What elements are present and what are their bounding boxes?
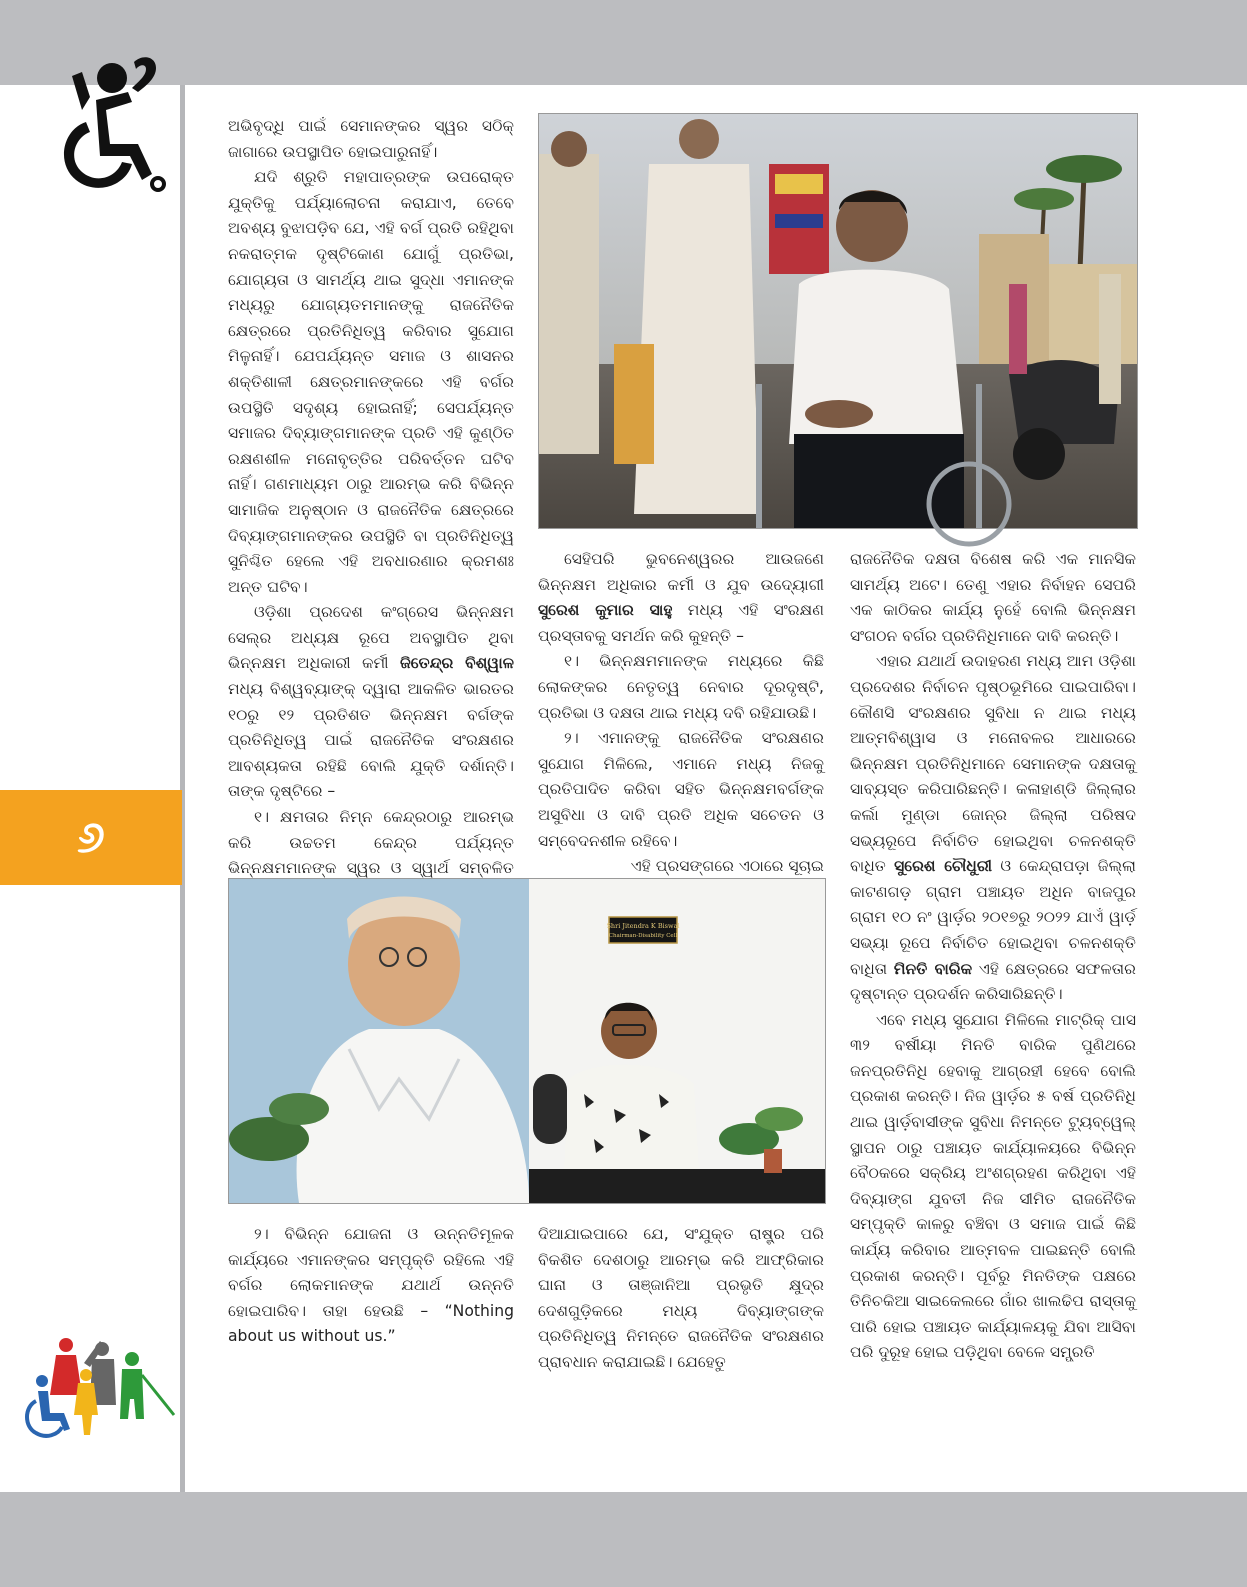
person-name: ସୁରେଶ କୁମାର ସାହୁ: [538, 601, 673, 620]
side-rule: [180, 85, 185, 1492]
nameplate-line-2: Chairman-Disability Cell: [608, 933, 678, 939]
article-column-5: [538, 1222, 824, 1371]
paragraph: [850, 649, 1136, 1007]
person-name: ମିନତି ବାରିକ: [893, 959, 973, 978]
paragraph: [538, 547, 824, 649]
paragraph: ଅଭିବୃଦ୍ଧି ପାଇଁ ସେମାନଙ୍କର ସ୍ୱର ସଠିକ୍ ଜାଗାରେ ଉପସ୍ଥାପିତ ହୋଇପାରୁନାହିଁ।: [228, 117, 514, 161]
paragraph-text: ଏହି କ୍ଷେତ୍ରରେ ସଫଳତାର ଦୃଷ୍ଟାନ୍ତ ପ୍ରଦର୍ଶନ କରିସାରିଛନ୍ତି।: [850, 959, 1136, 1004]
paragraph-text: ମଧ୍ୟ ଏହି ସଂରକ୍ଷଣ ପ୍ରସ୍ତାବକୁ ସମର୍ଥନ କରି କୁହନ୍ତି –: [538, 601, 824, 645]
paragraph: ରାଜନୈତିକ ଦକ୍ଷତା ବିଶେଷ କରି ଏକ ମାନସିକ ସାମର୍ଥ୍ୟ ଅଟେ। ତେଣୁ ଏହାର ନିର୍ବାହନ ସେପରି ଏକ କାଠିକର କାର୍ଯ୍ୟ ନୁହେଁ ବୋଲି ଭିନ୍ନକ୍ଷମ ସଂଗଠନ ବର୍ଗର ପ୍ରତିନିଧିମାନେ ଦାବି କରନ୍ତି।: [850, 550, 1136, 645]
list-item: ୨। ବିଭିନ୍ନ ଯୋଜନା ଓ ଉନ୍ନତିମୂଳକ କାର୍ଯ୍ୟରେ ଏମାନଙ୍କର ସମ୍ପୃକ୍ତି ରହିଲେ ଏହି ବର୍ଗର ଲୋକମାନଙ୍କ ଯଥାର୍ଥ ଉନ୍ନତି ହୋଇପାରିବ। ତାହା ହେଉଛି – “Nothing about us without us.”: [228, 1225, 514, 1346]
paragraph: ଏବେ ମଧ୍ୟ ସୁଯୋଗ ମିଳିଲେ ମାଟ୍ରିକ୍ ପାସ ୩୨ ବର୍ଷୀୟା ମିନତି ବାରିକ ପୁଣିଥରେ ଜନପ୍ରତିନିଧି ହେବାକୁ ଆଗ୍ରହୀ ହେବେ ବୋଲି ପ୍ରକାଶ କରନ୍ତି। ନିଜ ୱାର୍ଡ଼ର ୫ ବର୍ଷ ପ୍ରତିନିଧି ଥାଇ ୱାର୍ଡ଼ବାସୀଙ୍କ ସୁବିଧା ନିମନ୍ତେ ଟ୍ୟୁବ୍ୱେଲ୍ ସ୍ଥାପନ ଠାରୁ ପଞ୍ଚାୟତ କାର୍ଯ୍ୟାଳୟରେ ବିଭିନ୍ନ ବୈଠକରେ ସକ୍ରିୟ ଅଂଶଗ୍ରହଣ କରିଥିବା ଏହି ଦିବ୍ୟାଙ୍ଗ ଯୁବତୀ ନିଜ ସୀମିତ ରାଜନୈତିକ ସମ୍ପୃକ୍ତି କାଳରୁ ବଞ୍ଚିବା ଓ ସମାଜ ପାଇଁ କିଛି କାର୍ଯ୍ୟ କରିବାର ଆତ୍ମବଳ ପାଇଛନ୍ତି ବୋଲି ପ୍ରକାଶ କରନ୍ତି। ପୂର୍ବରୁ ମିନତିଙ୍କ ପକ୍ଷରେ ତିନିଚକିଆ ସାଇକେଲରେ ଗାଁର ଖାଲଢିପ ରାସ୍ତାକୁ ପାରି ହୋଇ ପଞ୍ଚାୟତ କାର୍ଯ୍ୟାଳୟକୁ ଯିବା ଆସିବା ପରି ଦୁରୂହ ହୋଇ ପଡ଼ିଥିବା ବେଳେ ସମ୍ପ୍ରତି: [850, 1010, 1136, 1362]
article-column-3: [850, 547, 1136, 1362]
paragraph-text: ସେହିପରି ଭୁବନେଶ୍ୱରର ଆଉଜଣେ ଭିନ୍ନକ୍ଷମ ଅଧିକାର କର୍ମୀ ଓ ଯୁବ ଉଦ୍ୟୋଗୀ: [538, 550, 824, 594]
list-item: ୧। ଭିନ୍ନକ୍ଷମମାନଙ୍କ ମଧ୍ୟରେ କିଛି ଲୋକଙ୍କର ନେତୃତ୍ୱ ନେବାର ଦୂରଦୃଷ୍ଟି, ପ୍ରତିଭା ଓ ଦକ୍ଷତା ଥାଇ ମଧ୍ୟ ଦବି ରହିଯାଉଛି।: [538, 652, 824, 722]
paragraph: [228, 600, 514, 805]
paragraph: ଏହି ପ୍ରସଙ୍ଗରେ ଏଠାରେ ସୂଚାଇ: [630, 857, 824, 876]
person-name: ଜିତେନ୍ଦ୍ର ବିଶ୍ୱାଳ: [400, 654, 514, 673]
bottom-band: [0, 1492, 1247, 1587]
office-gandhi-portrait-photo: [228, 878, 826, 1204]
paragraph-text: ଓ କେନ୍ଦ୍ରାପଡ଼ା ଜିଲ୍ଲା କାଟଣଗଡ଼ ଗ୍ରାମ ପଞ୍ଚାୟତ ଅଧିନ ବାଜପୁର ଗ୍ରାମ ୧୦ ନଂ ୱାର୍ଡ଼ର ୨୦୧୭ରୁ ୨୦୨୨ ଯାଏଁ ୱାର୍ଡ଼ ସଭ୍ୟା ରୂପେ ନିର୍ବାଚିତ ହୋଇଥିବା ଚଳନଶକ୍ତି ବାଧିତା: [850, 857, 1136, 978]
article-column-4: [228, 1222, 514, 1352]
paragraph-text: ମଧ୍ୟ ବିଶ୍ୱବ୍ୟାଙ୍କ୍ ଦ୍ୱାରା ଆକଳିତ ଭାରତର ୧୦ରୁ ୧୨ ପ୍ରତିଶତ ଭିନ୍ନକ୍ଷମ ବର୍ଗଙ୍କ ପ୍ରତିନିଧିତ୍ୱ ପାଇଁ ରାଜନୈତିକ ସଂରକ୍ଷଣର ଆବଶ୍ୟକତା ରହିଛି ବୋଲି ଯୁକ୍ତି ଦର୍ଶାନ୍ତି। ତାଙ୍କ ଦୃଷ୍ଟିରେ –: [228, 680, 514, 801]
top-band: [0, 0, 1247, 85]
list-item: ୨। ଏମାନଙ୍କୁ ରାଜନୈତିକ ସଂରକ୍ଷଣର ସୁଯୋଗ ମିଳିଲେ, ଏମାନେ ମଧ୍ୟ ନିଜକୁ ପ୍ରତିପାଦିତ କରିବା ସହିତ ଭିନ୍ନକ୍ଷମବର୍ଗଙ୍କ ଅସୁବିଧା ଓ ଦାବି ପ୍ରତି ଅଧିକ ସଚେତନ ଓ ସମ୍ବେଦନଶୀଳ ରହିବେ।: [538, 729, 824, 850]
article-column-2: [538, 547, 824, 876]
nameplate-line-1: Shri Jitendra K Biswal: [606, 922, 680, 930]
article-column-1: [228, 114, 514, 878]
wheelchair-person-icon: [42, 52, 172, 202]
paragraph-text: ଓଡ଼ିଶା ପ୍ରଦେଶ କଂଗ୍ରେସ ଭିନ୍ନକ୍ଷମ ସେଲ୍ର ଅଧ୍ୟକ୍ଷ ରୂପେ ଅବସ୍ଥାପିତ ଥିବା ଭିନ୍ନକ୍ଷମ ଅଧିକାରୀ କର୍ମୀ: [228, 603, 514, 673]
paragraph: ଦିଆଯାଇପାରେ ଯେ, ସଂଯୁକ୍ତ ରାଷ୍ଟ୍ର ପରି ବିକଶିତ ଦେଶଠାରୁ ଆରମ୍ଭ କରି ଆଫ୍ରିକାର ଘାନା ଓ ତାଞ୍ଜାନିଆ ପ୍ରଭୃତି କ୍ଷୁଦ୍ର ଦେଶଗୁଡ଼ିକରେ ମଧ୍ୟ ଦିବ୍ୟାଙ୍ଗଙ୍କ ପ୍ରତିନିଧିତ୍ୱ ନିମନ୍ତେ ରାଜନୈତିକ ସଂରକ୍ଷଣର ପ୍ରାବଧାନ କରାଯାଇଛି। ଯେହେତୁ: [538, 1225, 824, 1371]
wheelchair-festival-photo: [538, 113, 1138, 529]
paragraph: ଯଦି ଶ୍ରୁତି ମହାପାତ୍ରଙ୍କ ଉପରୋକ୍ତ ଯୁକ୍ତିକୁ ପର୍ଯ୍ୟାଲୋଚନା କରାଯାଏ, ତେବେ ଅବଶ୍ୟ ବୁଝାପଡ଼ିବ ଯେ, ଏହି ବର୍ଗ ପ୍ରତି ରହିଥିବା ନକରାତ୍ମକ ଦୃଷ୍ଟିକୋଣ ଯୋଗୁଁ ପ୍ରତିଭା, ଯୋଗ୍ୟତା ଓ ସାମର୍ଥ୍ୟ ଥାଇ ସୁଦ୍ଧା ଏମାନଙ୍କ ମଧ୍ୟରୁ ଯୋଗ୍ୟତମମାନଙ୍କୁ ରାଜନୈତିକ କ୍ଷେତ୍ରରେ ପ୍ରତିନିଧିତ୍ୱ କରିବାର ସୁଯୋଗ ମିଳୁନାହିଁ। ଯେପର୍ଯ୍ୟନ୍ତ ସମାଜ ଓ ଶାସନର ଶକ୍ତିଶାଳୀ କ୍ଷେତ୍ରମାନଙ୍କରେ ଏହି ବର୍ଗର ଉପସ୍ଥିତି ସଦୃଶ୍ୟ ହୋଇନାହିଁ; ସେପର୍ଯ୍ୟନ୍ତ ସମାଜର ଦିବ୍ୟାଙ୍ଗମାନଙ୍କ ପ୍ରତି ଏହି କୁଣ୍ଠିତ ରକ୍ଷଣଶୀଳ ମନୋବୃତ୍ତିର ପରିବର୍ତ୍ତନ ଘଟିବ ନାହିଁ। ଗଣମାଧ୍ୟମ ଠାରୁ ଆରମ୍ଭ କରି ବିଭିନ୍ନ ସାମାଜିକ ଅନୁଷ୍ଠାନ ଓ ରାଜନୈତିକ କ୍ଷେତ୍ରରେ ଦିବ୍ୟାଙ୍ଗମାନଙ୍କର ଉପସ୍ଥିତି ବା ପ୍ରତିନିଧିତ୍ୱ ସୁନିଶ୍ଚିତ ହେଲେ ଏହି ଅବଧାରଣାର କ୍ରମଶଃ ଅନ୍ତ ଘଟିବ।: [228, 168, 514, 596]
list-item: ୧। କ୍ଷମତାର ନିମ୍ନ କେନ୍ଦ୍ରଠାରୁ ଆରମ୍ଭ କରି ଉଚ୍ଚତମ କେନ୍ଦ୍ର ପର୍ଯ୍ୟନ୍ତ ଭିନ୍ନକ୍ଷମମାନଙ୍କ ସ୍ୱର ଓ ସ୍ୱାର୍ଥ ସମ୍ବଳିତ: [228, 808, 514, 878]
person-name: ସୁରେଶ ଚୌଧୁରୀ: [894, 857, 993, 876]
disability-group-icon: [24, 1335, 184, 1455]
page-number-tab: [0, 790, 182, 885]
paragraph-text: ଏହାର ଯଥାର୍ଥ ଉଦାହରଣ ମଧ୍ୟ ଆମ ଓଡ଼ିଶା ପ୍ରଦେଶର ନିର୍ବାଚନ ପୃଷ୍ଠଭୂମିରେ ପାଇପାରିବା। କୌଣସି ସଂରକ୍ଷଣର ସୁବିଧା ନ ଥାଇ ମଧ୍ୟ ଆତ୍ମବିଶ୍ୱାସ ଓ ମନୋବଳର ଆଧାରରେ ଭିନ୍ନକ୍ଷମ ପ୍ରତିନିଧିମାନେ ସେମାନଙ୍କ ଦକ୍ଷତାକୁ ସାବ୍ୟସ୍ତ କରିପାରିଛନ୍ତି। କଳାହାଣ୍ଡି ଜିଲ୍ଲାର କର୍ଲା ମୁଣ୍ଡା ଜୋନ୍ର ଜିଲ୍ଲା ପରିଷଦ ସଭ୍ୟରୂପେ ନିର୍ବାଚିତ ହୋଇଥିବା ଚଳନଶକ୍ତି ବାଧିତ: [850, 652, 1136, 876]
page-number: ୬: [77, 812, 105, 863]
